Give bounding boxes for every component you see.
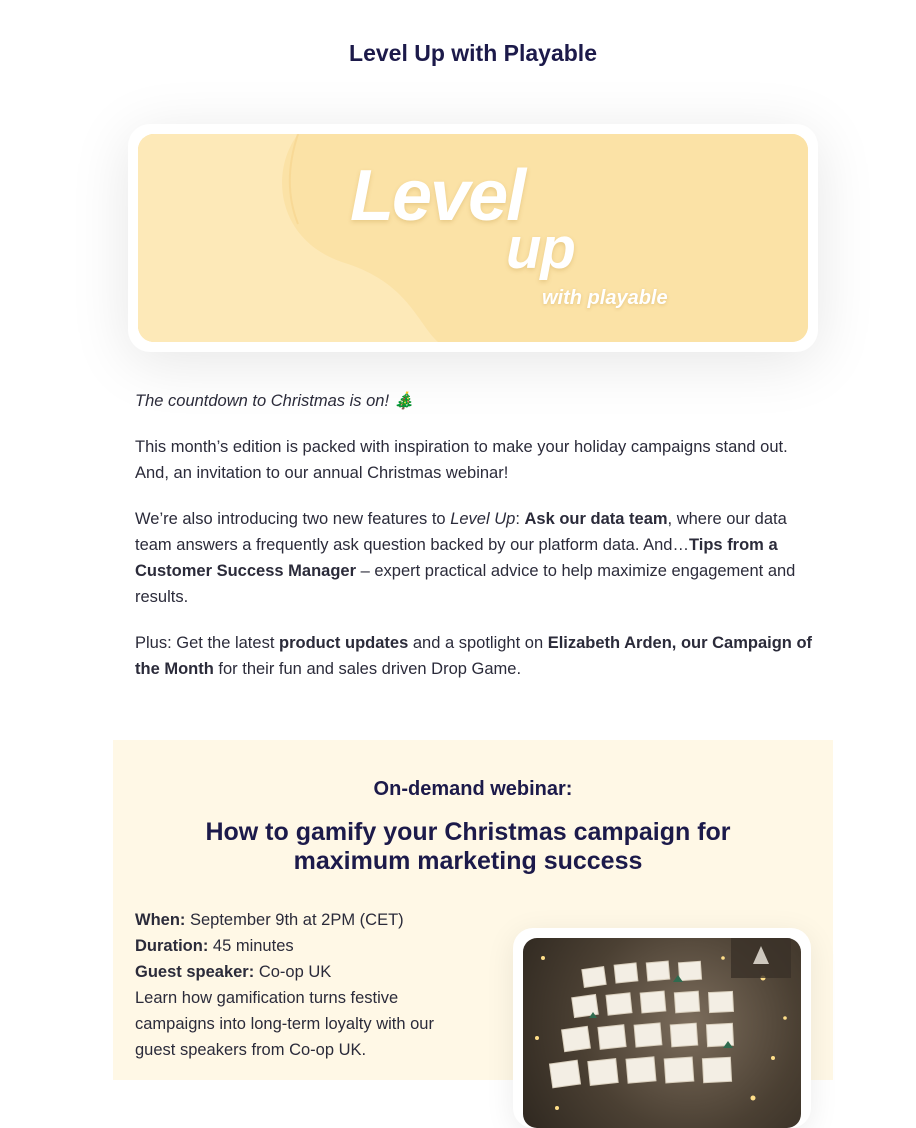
intro-paragraph-3: Plus: Get the latest product updates and a spotlight on Elizabeth Arden, our Campaign of the Month for their fun and sales driven Drop Game. xyxy=(135,634,813,678)
intro-paragraph-2: We’re also introducing two new features to Level Up: Ask our data team, where our data team answers a frequently ask question backed by our platform data. And…Tips from a Customer Success Manager – expert practical advice to help maximize engagement and results. xyxy=(135,510,796,606)
banner-logo-up: up xyxy=(506,216,575,281)
webinar-details: When: September 9th at 2PM (CET) Duration: 45 minutes Guest speaker: Co-op UK Learn how gamification turns festive campaigns into long-term loyalty with our guest speakers from Co-op UK. xyxy=(135,907,435,1063)
banner-logo-level: Level xyxy=(350,156,525,236)
intro-tagline: The countdown to Christmas is on! 🎄 xyxy=(135,392,415,410)
tips-csm-link: Tips from a Customer Success Manager xyxy=(135,536,778,580)
campaign-of-month-link: Elizabeth Arden, our Campaign of the Month xyxy=(135,634,813,678)
intro-text xyxy=(135,388,815,702)
banner-card xyxy=(128,124,818,352)
page-title: Level Up with Playable xyxy=(349,40,597,66)
webinar-label: On-demand webinar: xyxy=(373,778,573,800)
banner-logo-with-playable: with playable xyxy=(542,287,668,309)
webinar-title: How to gamify your Christmas campaign for maximum marketing success xyxy=(205,818,731,875)
advent-calendar-image xyxy=(523,938,801,1128)
intro-paragraph-1: This month’s edition is packed with inspiration to make your holiday campaigns stand out. And, an invitation to our annual Christmas webinar! xyxy=(135,438,788,482)
level-up-banner xyxy=(138,134,808,342)
advent-calendar-illustration xyxy=(523,938,801,1128)
webinar-description: Learn how gamification turns festive campaigns into long-term loyalty with our guest speakers from Co-op UK. xyxy=(135,989,434,1059)
webinar-image-card xyxy=(513,928,811,1128)
product-updates-link: product updates xyxy=(279,634,409,652)
webinar-section xyxy=(113,740,833,1080)
ask-data-team-link: Ask our data team xyxy=(524,510,668,528)
